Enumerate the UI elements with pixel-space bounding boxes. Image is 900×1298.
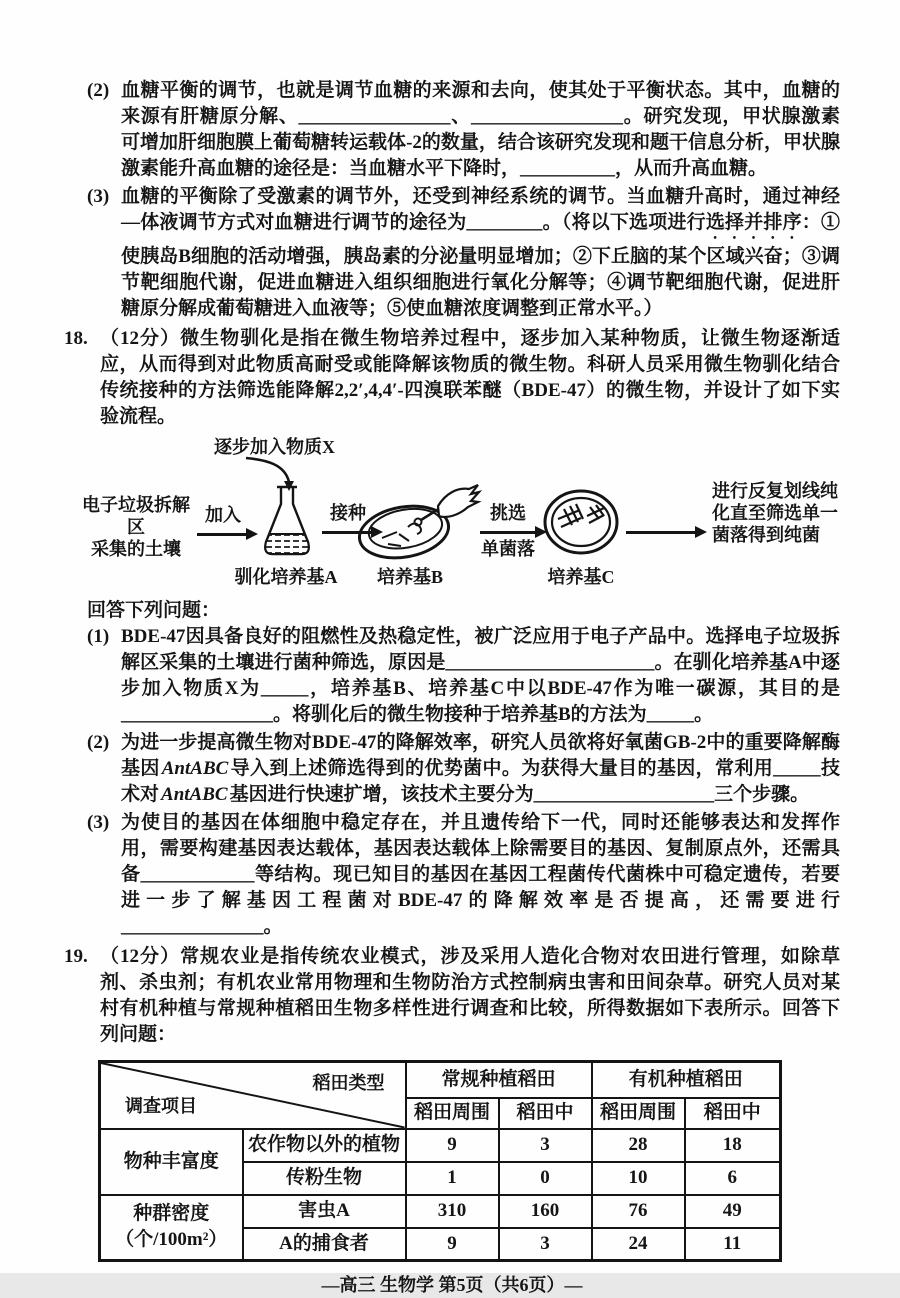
question-17-item-2 — [87, 78, 840, 182]
density-label-line-2: （个/100m²） — [115, 1229, 228, 1251]
add-substance-x-label: 逐步加入物质X — [214, 437, 335, 457]
table-cell: 0 — [499, 1162, 592, 1195]
result-line-1: 进行反复划线纯 — [712, 481, 838, 501]
text-segment: 血糖的平衡除了受激素的调节外，还受到神经系统的调节。当血糖升高时，通过神经—体液调节方式对血糖进行调节的途径为________。（将以下选项进行 — [121, 186, 840, 233]
row-group-label-richness: 物种丰富度 — [100, 1129, 243, 1195]
question-text — [121, 184, 840, 322]
row-label: 害虫A — [243, 1195, 406, 1228]
density-label-line-1: 种群密度 — [133, 1203, 210, 1225]
corner-label-type: 稻田类型 — [312, 1073, 385, 1093]
group-header-organic: 有机种植稻田 — [592, 1062, 781, 1098]
item-number: (3) — [87, 186, 110, 207]
sub-header: 稻田中 — [499, 1098, 592, 1129]
row-label: 传粉生物 — [243, 1162, 406, 1195]
table-cell: 18 — [685, 1129, 781, 1162]
soil-line-1: 电子垃圾拆解区 — [82, 495, 190, 537]
petri-dish-c-icon — [542, 488, 620, 556]
arrow-pick-label-bottom: 单菌落 — [481, 539, 535, 559]
result-label — [712, 480, 842, 546]
flask-icon — [256, 484, 318, 562]
text-segment: 基因进行快速扩增，该技术主要分为___________________三个步骤。 — [229, 784, 810, 805]
corner-label-item: 调查项目 — [125, 1095, 197, 1116]
text-segment: 导入到上述筛选得到的优势菌中。为获得大量目的基因，常利用_____技术对 — [121, 758, 840, 805]
table-cell: 11 — [685, 1228, 781, 1261]
table-corner-cell — [100, 1062, 406, 1129]
question-text: （12分）微生物驯化是指在微生物培养过程中，逐步加入某种物质，让微生物逐渐适应，从而得到对此物质高耐受或能降解该物质的微生物。科研人员采用微生物驯化结合传统接种的方法筛选能降解2,2′,4,4′-四溴联苯醚（BDE-47）的微生物，并设计了如下实验流程。 — [100, 328, 840, 427]
arrow-pick-label-top: 挑选 — [490, 503, 526, 523]
petri-dish-b-icon — [352, 480, 480, 564]
row-group-label-density — [100, 1195, 243, 1261]
experiment-flow-diagram — [64, 436, 840, 588]
gene-name: AntABC — [161, 784, 228, 805]
table-cell: 6 — [685, 1162, 781, 1195]
survey-data-table — [98, 1060, 782, 1262]
table-cell: 9 — [406, 1129, 499, 1162]
question-18-item-2 — [87, 730, 840, 808]
group-header-conventional: 常规种植稻田 — [406, 1062, 592, 1098]
question-19 — [64, 944, 840, 1048]
question-18 — [64, 326, 840, 430]
arrow-inoculate-label: 接种 — [330, 503, 366, 523]
table-cell: 3 — [499, 1228, 592, 1261]
result-line-2: 化直至筛选单一 — [712, 503, 838, 523]
row-label: 农作物以外的植物 — [243, 1129, 406, 1162]
row-label: A的捕食者 — [243, 1228, 406, 1261]
table-cell: 10 — [592, 1162, 685, 1195]
question-number: 19. — [64, 946, 88, 967]
item-number: (2) — [87, 732, 110, 753]
medium-b-label: 培养基B — [376, 567, 443, 587]
table-cell: 3 — [499, 1129, 592, 1162]
table-cell: 28 — [592, 1129, 685, 1162]
medium-c-label: 培养基C — [547, 567, 615, 587]
table-cell: 160 — [499, 1195, 592, 1228]
soil-line-2: 采集的土壤 — [91, 539, 181, 559]
item-number: (2) — [87, 80, 110, 101]
table-cell: 24 — [592, 1228, 685, 1261]
table-cell: 49 — [685, 1195, 781, 1228]
arrow-final-icon — [626, 531, 696, 534]
result-line-3: 菌落得到纯菌 — [712, 525, 820, 545]
question-text: （12分）常规农业是指传统农业模式，涉及采用人造化合物对农田进行管理，如除草剂、杀虫剂；有机农业常用物理和生物防治方式控制病虫害和田间杂草。研究人员对某村有机种植与常规种植稻田生物多样性进行调查和比较，所得数据如下表所示。回答下列问题： — [100, 946, 840, 1045]
emphasized-text: 选择并排序 — [705, 212, 802, 233]
gene-name: AntABC — [161, 758, 229, 779]
question-text — [121, 730, 840, 808]
table-cell: 76 — [592, 1195, 685, 1228]
table-cell: 1 — [406, 1162, 499, 1195]
table-cell: 9 — [406, 1228, 499, 1261]
answer-prompt: 回答下列问题： — [87, 600, 221, 621]
table-cell: 310 — [406, 1195, 499, 1228]
sub-header: 稻田周围 — [592, 1098, 685, 1129]
text-segment: 为进一步提高微生物对BDE-47的降解效率，研究人员欲将好氧菌GB-2中的重要降解酶基因 — [121, 732, 840, 779]
question-18-item-1 — [87, 624, 840, 728]
sub-header: 稻田周围 — [406, 1098, 499, 1129]
question-number: 18. — [64, 328, 88, 349]
question-text: BDE-47因具备良好的阻燃性及热稳定性，被广泛应用于电子产品中。选择电子垃圾拆解区采集的土壤进行菌种筛选，原因是______________________。在驯化培养基A中逐步加入物质X为_____，培养基B、培养基C中以BDE-47作为唯一碳源，其目的是________________。将驯化后的微生物接种于培养基B的方法为_____。 — [121, 626, 840, 725]
sub-header: 稻田中 — [685, 1098, 781, 1129]
question-text: 血糖平衡的调节，也就是调节血糖的来源和去向，使其处于平衡状态。其中，血糖的来源有肝糖原分解、________________、________________。研究发现，甲状腺激素可增加肝细胞膜上葡萄糖转运载体-2的数量，结合该研究发现和题干信息分析，甲状腺激素能升高血糖的途径是：当血糖水平下降时，__________，从而升高血糖。 — [121, 80, 840, 179]
question-text: 为使目的基因在体细胞中稳定存在，并且遗传给下一代，同时还能够表达和发挥作用，需要构建基因表达载体，基因表达载体上除需要目的基因、复制原点外，还需具备____________等结构。现已知目的基因在基因工程菌传代菌株中可稳定遗传，若要进一步了解基因工程菌对BDE-47的降解效率是否提高，还需要进行_______________。 — [121, 812, 840, 937]
medium-a-label: 驯化培养基A — [234, 567, 338, 587]
soil-source-label — [74, 494, 198, 560]
text-segment: ：①使胰岛B细胞的活动增强，胰岛素的分泌量明显增加；②下丘脑的某个区域兴奋；③调节靶细胞代谢，促进血糖进入组织细胞进行氧化分解等；④调节靶细胞代谢，促进肝糖原分解成葡萄糖进入血液等；⑤使血糖浓度调整到正常水平。） — [121, 212, 840, 319]
arrow-add-icon — [197, 533, 247, 536]
page-footer: —高三 生物学 第5页（共6页）— — [321, 1275, 583, 1295]
item-number: (3) — [87, 812, 110, 833]
question-18-item-3 — [87, 810, 840, 940]
arrow-add-label: 加入 — [205, 505, 241, 525]
item-number: (1) — [87, 626, 110, 647]
arrow-pick-icon — [480, 531, 536, 534]
question-17-item-3 — [87, 184, 840, 322]
